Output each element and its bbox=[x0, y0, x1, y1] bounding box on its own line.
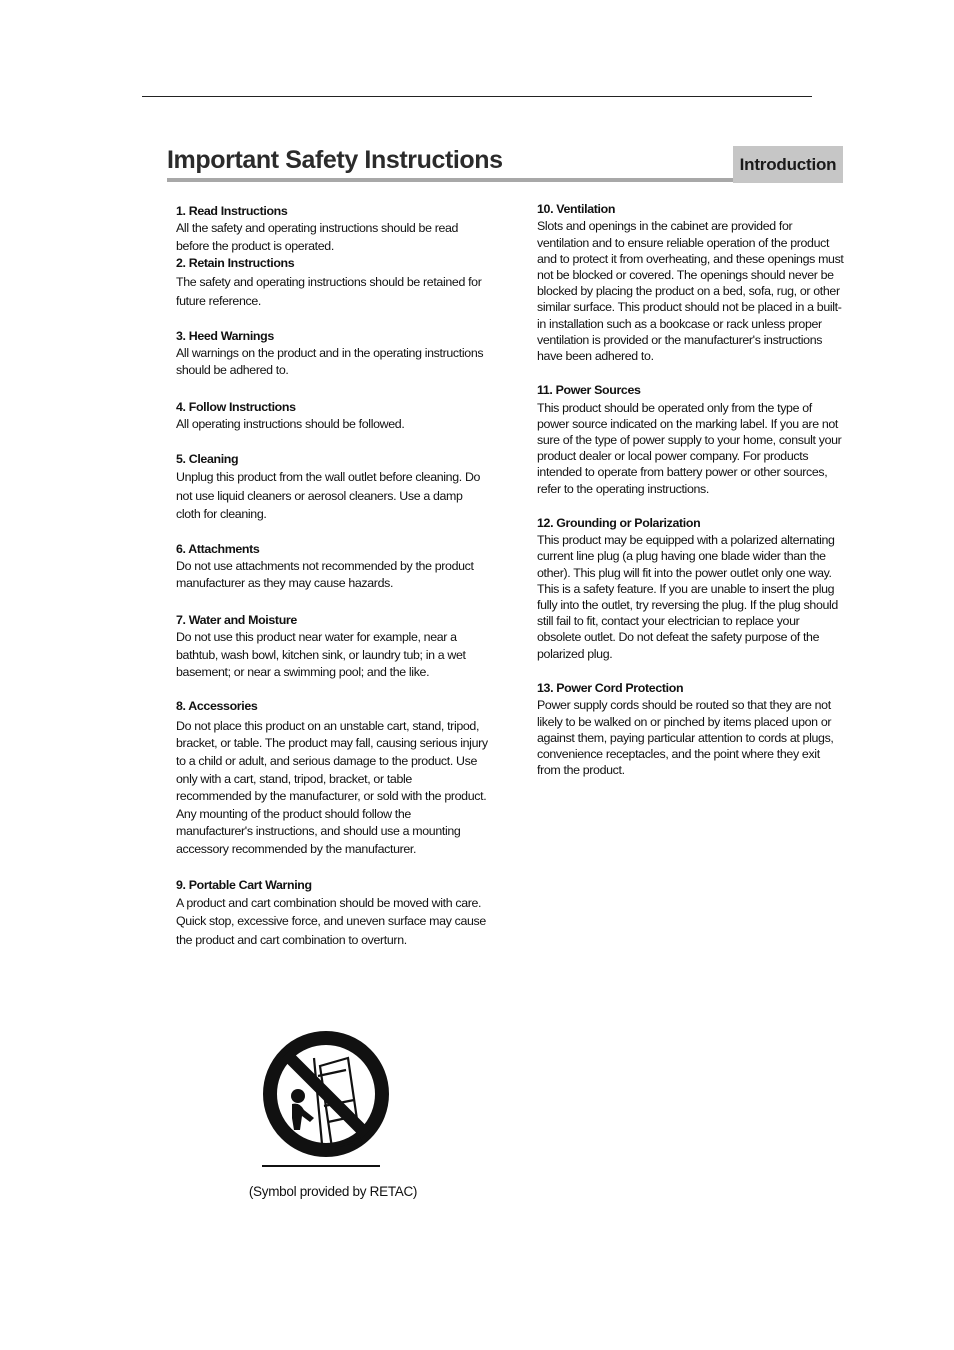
item-heading: 6. Attachments bbox=[176, 541, 260, 556]
instruction-item bbox=[176, 255, 488, 310]
instruction-item bbox=[176, 328, 488, 380]
item-body: Slots and openings in the cabinet are provided for ventilation and to ensure reliable operation of the product and to protect it from overheating, and these openings must not be blocked or covered. The openings should never be blocked by placing the product on a bed, sofa, rug, or other similar surface. This product should not be placed in a built-in installation such as a bookcase or rack unless proper ventilation is provided or the manufacturer's instructions have been adhered to. bbox=[537, 219, 844, 364]
top-rule bbox=[142, 96, 812, 97]
item-body: All warnings on the product and in the operating instructions should be adhered to. bbox=[176, 346, 484, 378]
item-body: Do not place this product on an unstable cart, stand, tripod, bracket, or table. The product may fall, causing serious injury to a child or adult, and serious damage to the product. Use only with a cart, stand, tripod, bracket, or table recommended by the manufacturer, or sold with the product. Any mounting of the product should follow the manufacturer's instructions, and should use a mounting accessory recommended by the manufacturer. bbox=[176, 718, 488, 856]
item-heading: 8. Accessories bbox=[176, 699, 258, 714]
page-title: Important Safety Instructions bbox=[167, 146, 503, 174]
right-column bbox=[537, 201, 845, 778]
section-tag: Introduction bbox=[733, 146, 843, 183]
item-heading: 10. Ventilation bbox=[537, 202, 616, 216]
item-heading: 13. Power Cord Protection bbox=[537, 680, 684, 695]
instruction-item bbox=[537, 382, 845, 497]
cart-tip-over-warning-icon bbox=[258, 1022, 393, 1172]
figure-caption: (Symbol provided by RETAC) bbox=[248, 1184, 418, 1199]
item-heading: 1. Read Instructions bbox=[176, 204, 288, 218]
instruction-item bbox=[176, 698, 488, 858]
instruction-item bbox=[176, 399, 488, 434]
item-body: All the safety and operating instructions should be read before the product is operated. bbox=[176, 221, 459, 253]
item-body: The safety and operating instructions should be retained for future reference. bbox=[176, 274, 482, 308]
item-body: All operating instructions should be followed. bbox=[176, 417, 405, 432]
left-column bbox=[176, 203, 488, 949]
instruction-item bbox=[176, 877, 488, 950]
instruction-item bbox=[176, 541, 488, 593]
instruction-item bbox=[537, 201, 845, 364]
item-heading: 7. Water and Moisture bbox=[176, 612, 297, 627]
item-heading: 4. Follow Instructions bbox=[176, 399, 296, 414]
item-body: Do not use this product near water for example, near a bathtub, wash bowl, kitchen sink, or laundry tub; in a wet basement; or near a swimming pool; and the like. bbox=[176, 630, 466, 679]
item-heading: 3. Heed Warnings bbox=[176, 328, 274, 343]
instruction-item bbox=[176, 612, 488, 682]
item-body: This product should be operated only from the type of power source indicated on the marking label. If you are not sure of the type of power supply to your home, consult your product dealer or local power company. For products intended to operate from battery power or other sources, refer to the operating instructions. bbox=[537, 400, 842, 496]
instruction-item bbox=[176, 451, 488, 524]
item-body: Power supply cords should be routed so that they are not likely to be walked on or pinched by items placed upon or against them, paying particular attention to cords at plugs, convenience receptacles, and the point where they exit from the product. bbox=[537, 698, 834, 778]
item-body: A product and cart combination should be moved with care. Quick stop, excessive force, and uneven surface may cause the product and cart combination to overturn. bbox=[176, 895, 486, 947]
item-heading: 11. Power Sources bbox=[537, 383, 641, 398]
item-heading: 12. Grounding or Polarization bbox=[537, 515, 701, 530]
instruction-item bbox=[176, 203, 488, 255]
instruction-item bbox=[537, 680, 845, 778]
item-heading: 2. Retain Instructions bbox=[176, 256, 295, 271]
title-underline bbox=[167, 178, 733, 182]
item-heading: 5. Cleaning bbox=[176, 451, 239, 466]
item-body: This product may be equipped with a polarized alternating current line plug (a plug having one blade wider than the other). This plug will fit into the power outlet only one way. This is a safety feature. If you are unable to insert the plug fully into the outlet, try reversing the plug. If the plug should still fail to fit, contact your electrician to replace your obsolete outlet. Do not defeat the safety purpose of the polarized plug. bbox=[537, 533, 838, 661]
instruction-item bbox=[537, 515, 845, 662]
item-body: Do not use attachments not recommended by the product manufacturer as they may cause hazards. bbox=[176, 558, 474, 591]
item-heading: 9. Portable Cart Warning bbox=[176, 877, 312, 892]
item-body: Unplug this product from the wall outlet before cleaning. Do not use liquid cleaners or aerosol cleaners. Use a damp cloth for cleaning. bbox=[176, 470, 481, 522]
